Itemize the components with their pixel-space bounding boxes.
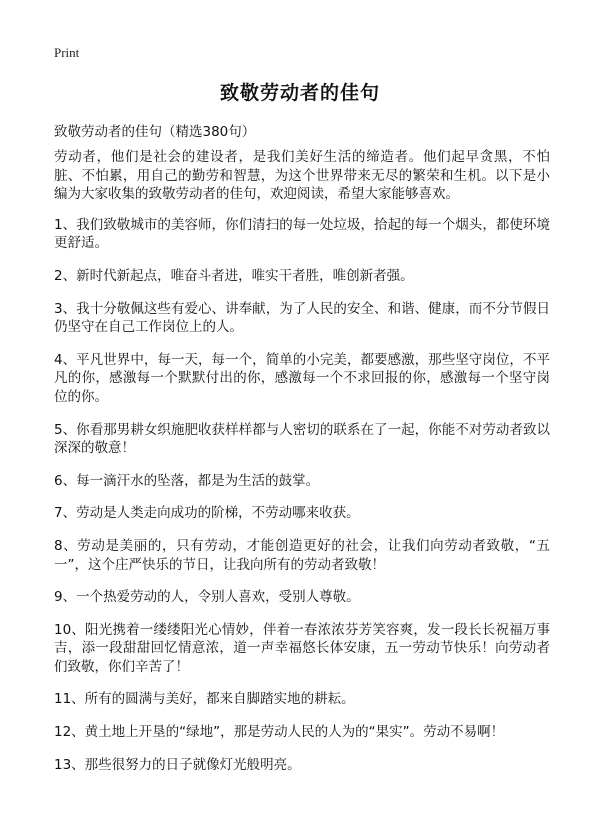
list-item: 10、阳光携着一缕缕阳光心情妙，伴着一春浓浓芬芳笑容爽，发一段长长祝福万事吉，添一段甜甜回忆情意浓，道一声幸福悠长体安康，五一劳动节快乐！向劳动者们致敬，你们辛苦了！ xyxy=(54,621,550,675)
list-item: 2、新时代新起点，唯奋斗者进，唯实干者胜，唯创新者强。 xyxy=(54,267,414,284)
list-item: 1、我们致敬城市的美容师，你们清扫的每一处垃圾，拾起的每一个烟头，都使环境更舒适。 xyxy=(54,216,550,252)
list-item: 9、一个热爱劳动的人，令别人喜欢，受别人尊敬。 xyxy=(54,589,360,606)
page-title: 致敬劳动者的佳句 xyxy=(219,82,380,104)
list-item: 4、平凡世界中，每一天，每一个，简单的小完美，都要感激，那些坚守岗位，不平凡的你，感激每一个默默付出的你，感激每一个不求回报的你，感激每一个坚守岗位的你。 xyxy=(54,351,550,405)
list-item: 7、劳动是人类走向成功的阶梯，不劳动哪来收获。 xyxy=(54,505,360,522)
list-item: 6、每一滴汗水的坠落，都是为生活的鼓掌。 xyxy=(54,472,320,489)
list-item: 12、黄土地上开垦的“绿地”，那是劳动人民的人为的“果实”。劳动不易啊！ xyxy=(54,724,505,741)
list-item: 5、你看那男耕女织施肥收获样样都与人密切的联系在了一起，你能不对劳动者致以深深的敬意！ xyxy=(54,421,550,457)
list-item: 11、所有的圆满与美好，都来自脚踏实地的耕耘。 xyxy=(54,691,355,708)
list-item: 13、那些很努力的日子就像灯光般明亮。 xyxy=(54,756,301,773)
page-subtitle: 致敬劳动者的佳句（精选380句） xyxy=(54,124,256,140)
list-item: 8、劳动是美丽的，只有劳动，才能创造更好的社会，让我们向劳动者致敬，“五一”，这个庄严快乐的节日，让我向所有的劳动者致敬！ xyxy=(54,537,550,573)
intro-paragraph: 劳动者，他们是社会的建设者，是我们美好生活的缔造者。他们起早贪黑，不怕脏、不怕累，用自己的勤劳和智慧，为这个世界带来无尽的繁荣和生机。以下是小编为大家收集的致敬劳动者的佳句，欢迎阅读，希望大家能够喜欢。 xyxy=(54,149,550,203)
print-link[interactable]: Print xyxy=(54,45,80,60)
article-body xyxy=(54,148,550,788)
list-item: 3、我十分敬佩这些有爱心、讲奉献，为了人民的安全、和谐、健康，而不分节假日仍坚守在自己工作岗位上的人。 xyxy=(54,300,550,336)
